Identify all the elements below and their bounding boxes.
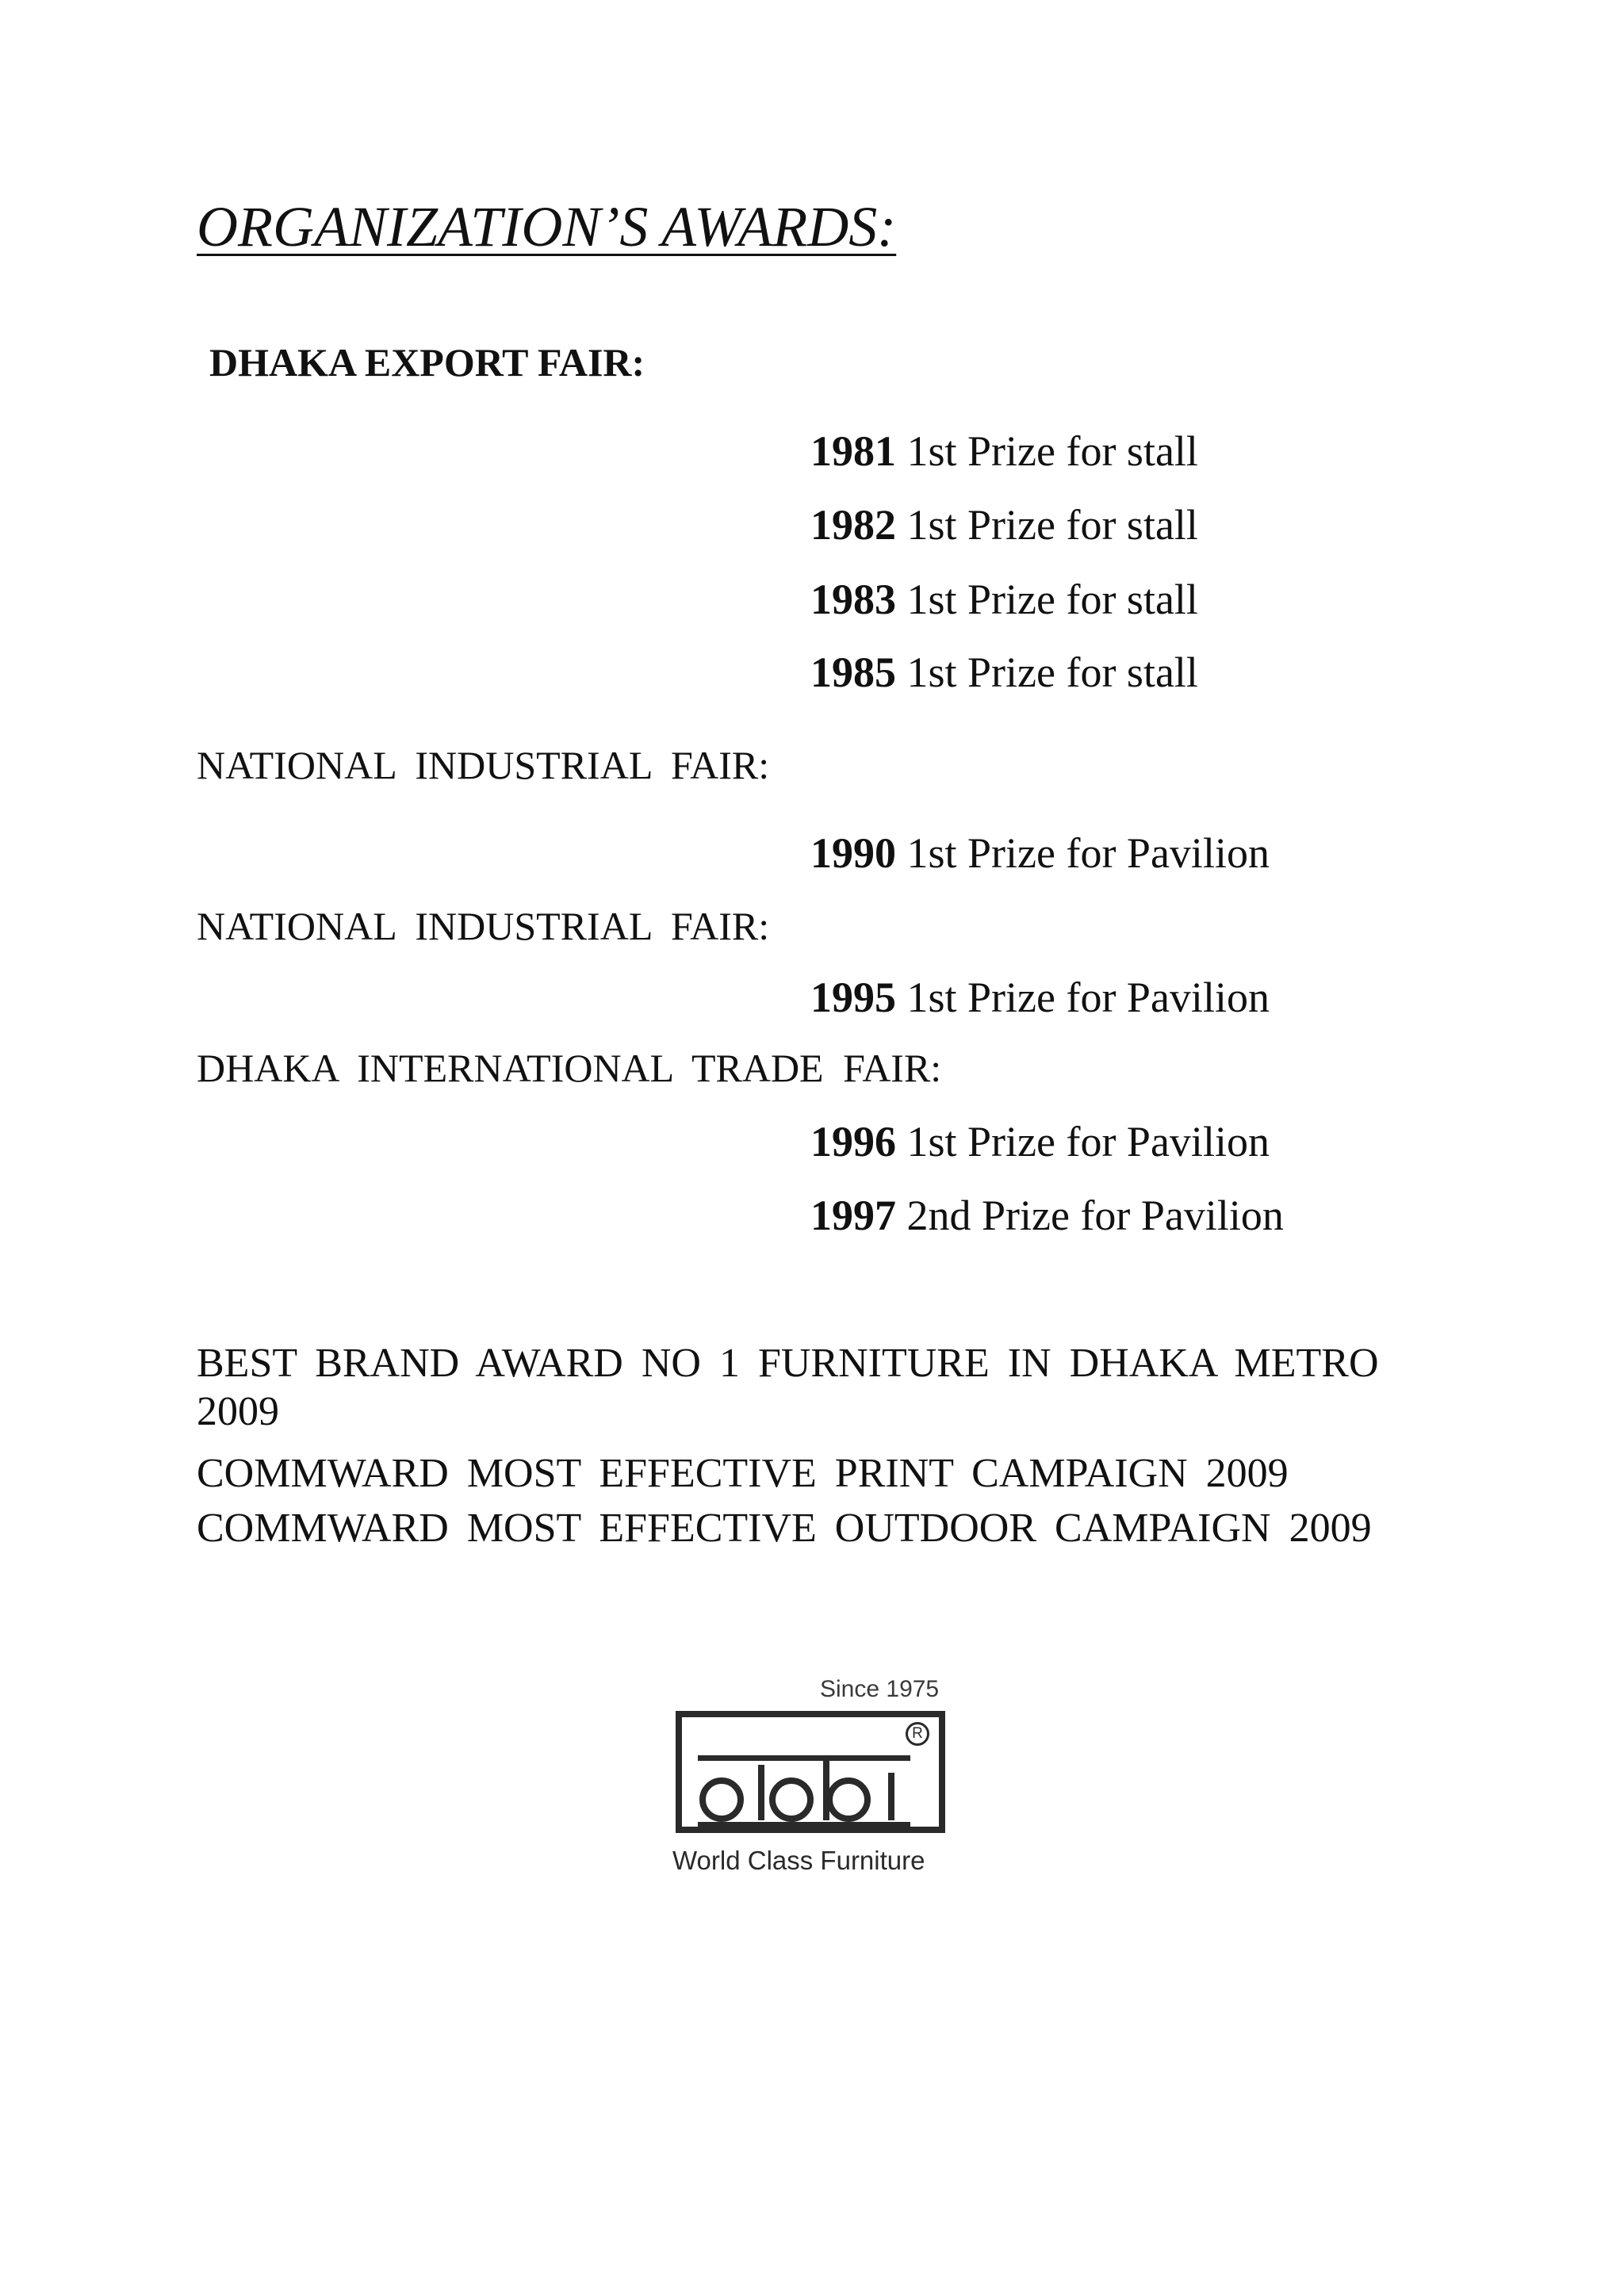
logo-tagline: World Class Furniture (672, 1846, 925, 1875)
brand-award-line: COMMWARD MOST EFFECTIVE PRINT CAMPAIGN 2009 (197, 1451, 1289, 1496)
award-year: 1982 (810, 501, 896, 549)
logo-wordmark (691, 1755, 929, 1827)
award-year: 1995 (810, 974, 896, 1021)
award-entry (810, 576, 1198, 623)
award-entry (810, 649, 1198, 696)
award-prize: 1st Prize for stall (906, 576, 1198, 623)
brand-award-line: 2009 (197, 1389, 279, 1434)
page-title: ORGANIZATION’S AWARDS: (197, 195, 897, 258)
award-entry (810, 502, 1198, 549)
award-entry (810, 1119, 1270, 1165)
section-heading-national-industrial-fair: NATIONAL INDUSTRIAL FAIR: (197, 904, 770, 948)
award-prize: 1st Prize for Pavilion (906, 974, 1270, 1021)
award-prize: 1st Prize for stall (906, 501, 1198, 549)
brand-award-line: BEST BRAND AWARD NO 1 FURNITURE IN DHAKA METRO (197, 1341, 1379, 1386)
logo-since-text: Since 1975 (820, 1676, 940, 1702)
logo-frame (676, 1711, 945, 1833)
award-prize: 2nd Prize for Pavilion (906, 1192, 1284, 1239)
registered-mark-icon: R (906, 1722, 929, 1746)
award-year: 1983 (810, 576, 896, 623)
otobi-logo (671, 1676, 964, 1884)
award-entry (810, 830, 1270, 877)
award-entry (810, 974, 1270, 1021)
award-prize: 1st Prize for stall (906, 427, 1198, 475)
award-prize: 1st Prize for stall (906, 649, 1198, 696)
award-year: 1996 (810, 1118, 896, 1165)
award-year: 1981 (810, 427, 896, 475)
award-year: 1985 (810, 649, 896, 696)
award-prize: 1st Prize for Pavilion (906, 829, 1270, 877)
award-year: 1997 (810, 1192, 896, 1239)
award-year: 1990 (810, 829, 896, 877)
section-heading-national-industrial-fair: NATIONAL INDUSTRIAL FAIR: (197, 743, 770, 787)
award-entry (810, 1192, 1284, 1239)
award-entry (810, 428, 1198, 475)
award-prize: 1st Prize for Pavilion (906, 1118, 1270, 1165)
section-heading-dhaka-export-fair: DHAKA EXPORT FAIR: (209, 340, 645, 385)
section-heading-dhaka-international-trade-fair: DHAKA INTERNATIONAL TRADE FAIR: (197, 1046, 942, 1090)
brand-award-line: COMMWARD MOST EFFECTIVE OUTDOOR CAMPAIGN 2009 (197, 1506, 1372, 1551)
